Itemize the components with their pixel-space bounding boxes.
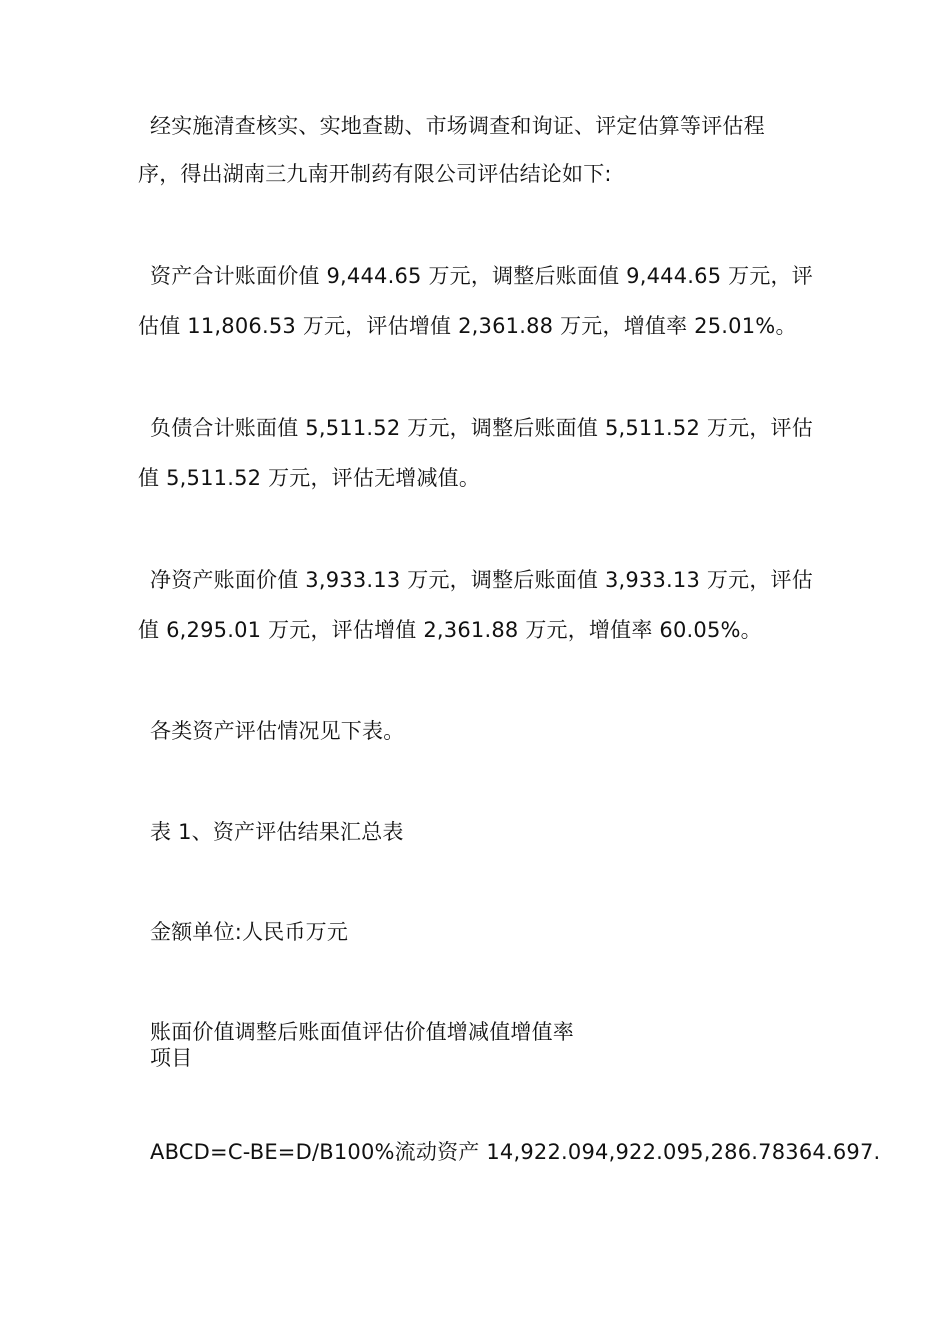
table-row: ABCD=C-BE=D/B100%流动资产 14,922.094,922.095,286.78364.697. [150,1140,881,1164]
paragraph-1-line-2: 序，得出湖南三九南开制药有限公司评估结论如下: [138,162,612,186]
paragraph-1-line-1: 经实施清查核实、实地查勘、市场调查和询证、评定估算等评估程 [150,114,765,138]
paragraph-3-line-2: 值 5,511.52 万元，评估无增减值。 [138,466,481,490]
paragraph-4-line-1: 净资产账面价值 3,933.13 万元，调整后账面值 3,933.13 万元，评估 [150,568,813,592]
paragraph-3-line-1: 负债合计账面值 5,511.52 万元，调整后账面值 5,511.52 万元，评估 [150,416,813,440]
table-title: 表 1、资产评估结果汇总表 [150,820,404,844]
paragraph-2-line-2: 估值 11,806.53 万元，评估增值 2,361.88 万元，增值率 25.01%。 [138,314,797,338]
paragraph-2-line-1: 资产合计账面价值 9,444.65 万元，调整后账面值 9,444.65 万元，评 [150,264,813,288]
table-header-item: 项目 [150,1046,193,1070]
unit-label: 金额单位:人民币万元 [150,920,349,944]
table-intro: 各类资产评估情况见下表。 [150,719,405,743]
table-header-columns: 账面价值调整后账面值评估价值增减值增值率 [150,1020,574,1044]
paragraph-4-line-2: 值 6,295.01 万元，评估增值 2,361.88 万元，增值率 60.05%。 [138,618,762,642]
